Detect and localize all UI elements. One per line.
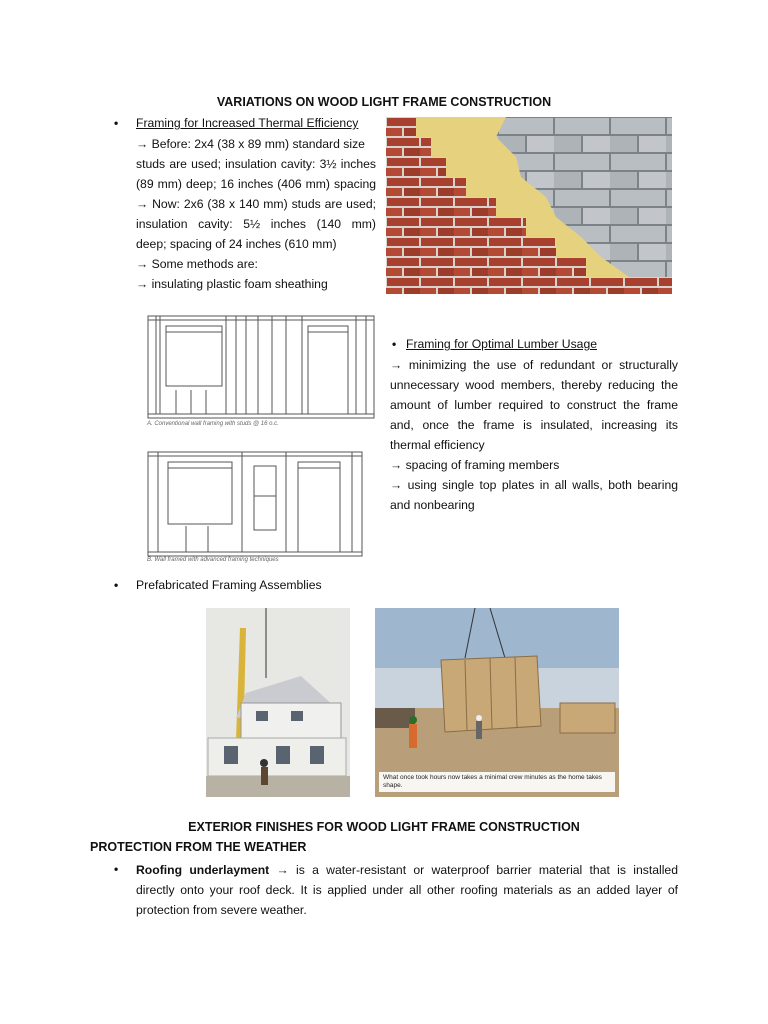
thermal-text [136,134,376,294]
bullet: • [392,337,397,351]
lumber-line: → using single top plates in all walls, both bearing [390,478,678,492]
lumber-line: → spacing of framing members [390,458,560,472]
advanced-wall-frame [148,452,362,556]
lumber-line: thermal efficiency [390,438,485,452]
page-title: VARIATIONS ON WOOD LIGHT FRAME CONSTRUCTION [216,95,552,109]
underlayment-line: protection from severe weather. [136,903,307,917]
diagram-caption-b: B. Wall framed with advanced framing techniques [147,557,279,563]
brick-insulation-photo [386,117,672,294]
framing-diagram [146,306,378,568]
crane-house-photo [206,608,350,797]
thermal-line: insulation cavity: 5½ inches (140 mm) [136,217,376,231]
lumber-line: amount of lumber required to construct the frame [390,398,678,412]
lumber-line: unnecessary wood members, thereby reducing the [390,378,678,392]
exterior-title: EXTERIOR FINISHES FOR WOOD LIGHT FRAME CONSTRUCTION [188,820,580,834]
wall-panel-lift-photo [375,608,619,797]
underlayment-term: Roofing underlayment [136,863,270,877]
lumber-line: and nonbearing [390,498,475,512]
lumber-line: and, once the frame is insulated, increasing its [390,418,678,432]
underlayment-text [136,860,678,920]
thermal-line: → Before: 2x4 (38 x 89 mm) standard size [136,137,365,151]
lumber-heading: Framing for Optimal Lumber Usage [406,337,598,351]
prefab-heading: Prefabricated Framing Assemblies [136,578,322,592]
thermal-line: → Now: 2x6 (38 x 140 mm) studs are used; [136,197,376,211]
bullet: • [114,116,119,130]
thermal-line: → Some methods are: [136,257,258,271]
conventional-wall-frame [148,316,374,418]
bullet: • [114,578,119,592]
lumber-text [390,355,678,515]
exterior-subtitle: PROTECTION FROM THE WEATHER [90,840,307,854]
thermal-line: deep; spacing of 24 inches (610 mm) [136,237,337,251]
thermal-line: (89 mm) deep; 16 inches (406 mm) spacing [136,177,376,191]
diagram-caption-a: A. Conventional wall framing with studs @ 16 o.c. [147,421,279,427]
underlayment-line: directly onto your roof deck. It is applied under all other roofing materials as an added layer of [136,883,678,897]
bullet: • [114,862,119,876]
underlayment-def: → is a water-resistant or waterproof barrier material that is installed [276,863,678,877]
thermal-line: studs are used; insulation cavity: 3½ inches [136,157,376,171]
lumber-line: → minimizing the use of redundant or structurally [390,358,678,372]
prefab-photo-caption: What once took hours now takes a minimal crew minutes as the home takes shape. [379,772,615,792]
thermal-heading: Framing for Increased Thermal Efficiency [136,116,359,130]
thermal-line: → insulating plastic foam sheathing [136,277,328,291]
underlayment-line [136,860,678,880]
